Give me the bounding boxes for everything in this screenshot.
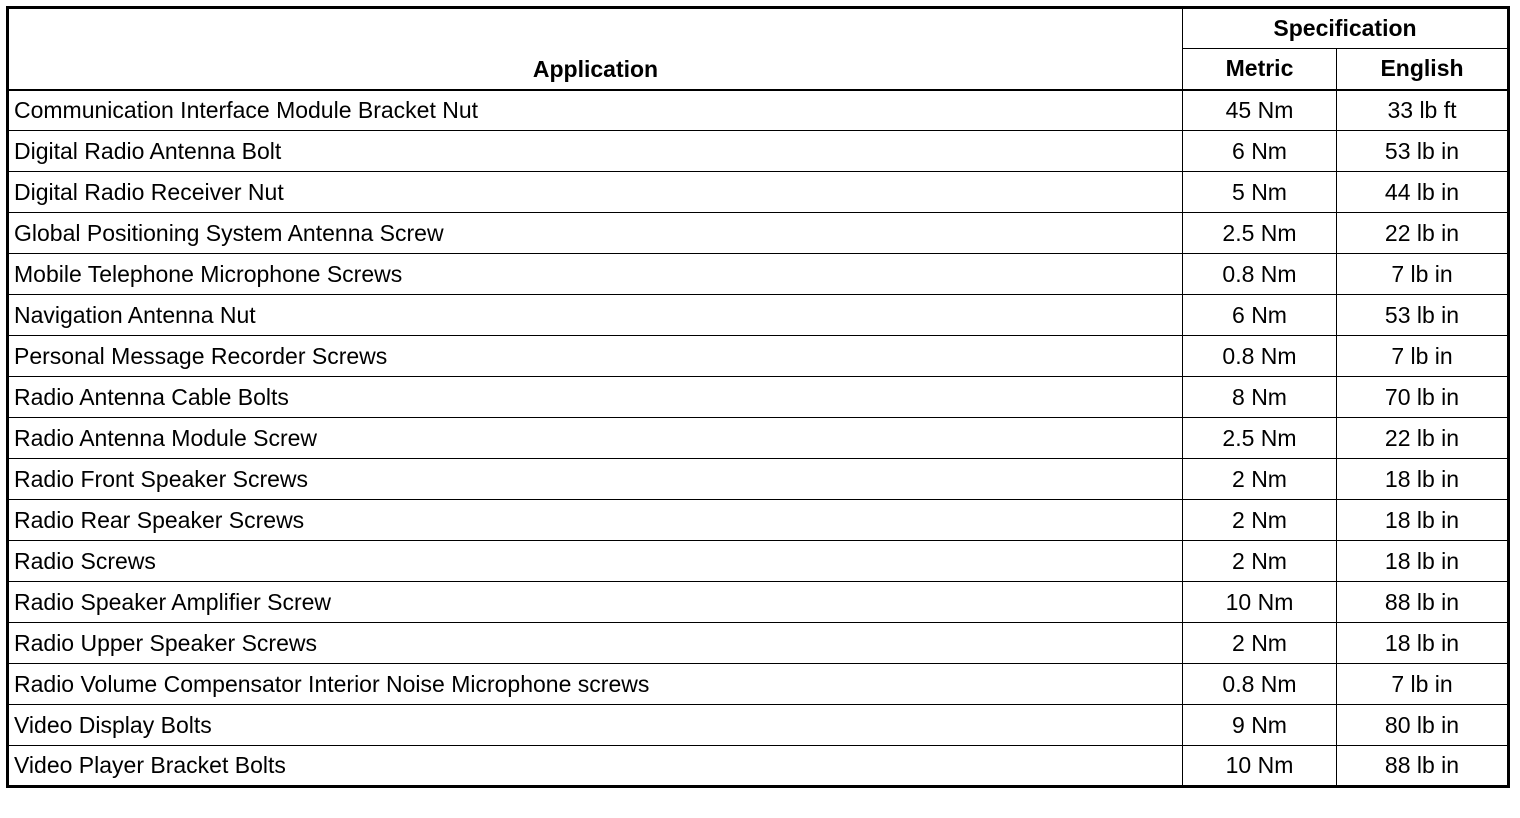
application-cell: Radio Volume Compensator Interior Noise Microphone screws [8, 664, 1183, 705]
english-cell: 18 lb in [1337, 623, 1509, 664]
metric-cell: 5 Nm [1183, 172, 1337, 213]
english-cell: 18 lb in [1337, 500, 1509, 541]
metric-cell: 2 Nm [1183, 623, 1337, 664]
table-row [8, 541, 1509, 582]
english-cell: 7 lb in [1337, 254, 1509, 295]
english-cell: 88 lb in [1337, 746, 1509, 787]
english-cell: 53 lb in [1337, 295, 1509, 336]
application-cell: Digital Radio Antenna Bolt [8, 131, 1183, 172]
application-cell: Personal Message Recorder Screws [8, 336, 1183, 377]
metric-cell: 2 Nm [1183, 541, 1337, 582]
english-cell: 80 lb in [1337, 705, 1509, 746]
metric-column-header: Metric [1183, 49, 1337, 90]
table-row [8, 623, 1509, 664]
table-row [8, 746, 1509, 787]
metric-cell: 45 Nm [1183, 90, 1337, 131]
english-cell: 18 lb in [1337, 459, 1509, 500]
application-cell: Video Player Bracket Bolts [8, 746, 1183, 787]
table-body [8, 90, 1509, 787]
table-row [8, 582, 1509, 623]
header-row-top [8, 8, 1509, 49]
table-row [8, 295, 1509, 336]
metric-cell: 0.8 Nm [1183, 336, 1337, 377]
application-cell: Radio Speaker Amplifier Screw [8, 582, 1183, 623]
table-row [8, 377, 1509, 418]
metric-cell: 6 Nm [1183, 295, 1337, 336]
application-cell: Radio Upper Speaker Screws [8, 623, 1183, 664]
application-cell: Global Positioning System Antenna Screw [8, 213, 1183, 254]
table-row [8, 336, 1509, 377]
fastener-specification-table [6, 6, 1510, 788]
specification-column-header: Specification [1183, 8, 1509, 49]
metric-cell: 0.8 Nm [1183, 254, 1337, 295]
application-cell: Mobile Telephone Microphone Screws [8, 254, 1183, 295]
table-header [8, 8, 1509, 90]
english-cell: 88 lb in [1337, 582, 1509, 623]
table-row [8, 500, 1509, 541]
table-row [8, 705, 1509, 746]
english-cell: 7 lb in [1337, 336, 1509, 377]
english-cell: 22 lb in [1337, 418, 1509, 459]
metric-cell: 8 Nm [1183, 377, 1337, 418]
english-cell: 44 lb in [1337, 172, 1509, 213]
application-cell: Navigation Antenna Nut [8, 295, 1183, 336]
metric-cell: 6 Nm [1183, 131, 1337, 172]
english-cell: 22 lb in [1337, 213, 1509, 254]
application-cell: Communication Interface Module Bracket Nut [8, 90, 1183, 131]
metric-cell: 2 Nm [1183, 500, 1337, 541]
application-cell: Video Display Bolts [8, 705, 1183, 746]
metric-cell: 10 Nm [1183, 582, 1337, 623]
english-cell: 53 lb in [1337, 131, 1509, 172]
table-row [8, 131, 1509, 172]
application-column-header: Application [8, 8, 1183, 90]
table-row [8, 172, 1509, 213]
metric-cell: 0.8 Nm [1183, 664, 1337, 705]
table-row [8, 459, 1509, 500]
english-cell: 18 lb in [1337, 541, 1509, 582]
metric-cell: 2.5 Nm [1183, 418, 1337, 459]
table-row [8, 90, 1509, 131]
metric-cell: 10 Nm [1183, 746, 1337, 787]
english-column-header: English [1337, 49, 1509, 90]
table-row [8, 664, 1509, 705]
table-row [8, 213, 1509, 254]
application-cell: Digital Radio Receiver Nut [8, 172, 1183, 213]
application-cell: Radio Antenna Cable Bolts [8, 377, 1183, 418]
metric-cell: 2 Nm [1183, 459, 1337, 500]
table-row [8, 418, 1509, 459]
application-cell: Radio Screws [8, 541, 1183, 582]
english-cell: 70 lb in [1337, 377, 1509, 418]
english-cell: 33 lb ft [1337, 90, 1509, 131]
application-cell: Radio Antenna Module Screw [8, 418, 1183, 459]
table-row [8, 254, 1509, 295]
application-cell: Radio Front Speaker Screws [8, 459, 1183, 500]
application-cell: Radio Rear Speaker Screws [8, 500, 1183, 541]
metric-cell: 9 Nm [1183, 705, 1337, 746]
english-cell: 7 lb in [1337, 664, 1509, 705]
metric-cell: 2.5 Nm [1183, 213, 1337, 254]
